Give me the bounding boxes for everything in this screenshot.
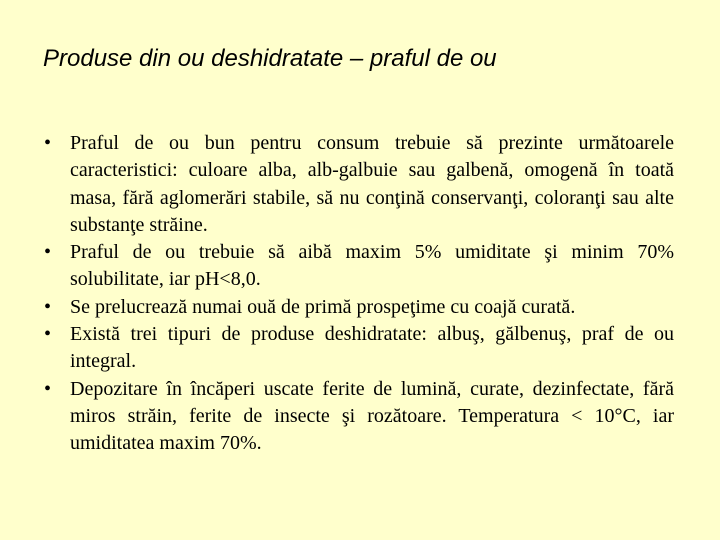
bullet-list [44,130,674,458]
bullet-text: Există trei tipuri de produse deshidratate: albuş, gălbenuş, praf de ou integral. [70,323,674,373]
bullet-item [44,239,674,294]
bullet-icon: • [44,295,52,318]
bullet-item [44,376,674,458]
bullet-icon: • [44,241,52,264]
bullet-text: Praful de ou bun pentru consum trebuie să prezinte următoarele caracteristici: culoare alba, alb-galbuie sau galbenă, omogenă în toată masa, fără aglomerări stabile, să nu conţină conservanţi, coloranţi sau alte substanţe străine. [70,132,674,236]
bullet-icon: • [44,323,52,346]
bullet-icon: • [44,132,52,154]
bullet-text: Se prelucrează numai ouă de primă prospeţime cu coajă curată. [70,295,576,318]
slide-title: Produse din ou deshidratate – praful de ou [43,45,497,72]
bullet-icon: • [44,377,52,400]
bullet-item [44,321,674,376]
bullet-item [44,130,674,239]
bullet-text: Praful de ou trebuie să aibă maxim 5% umiditate şi minim 70% solubilitate, iar pH<8,0. [70,241,674,291]
bullet-item [44,294,674,321]
bullet-text: Depozitare în încăperi uscate ferite de lumină, curate, dezinfectate, fără miros străin, ferite de insecte şi rozătoare. Temperatura < 10°C, iar umiditatea maxim 70%. [70,377,674,455]
